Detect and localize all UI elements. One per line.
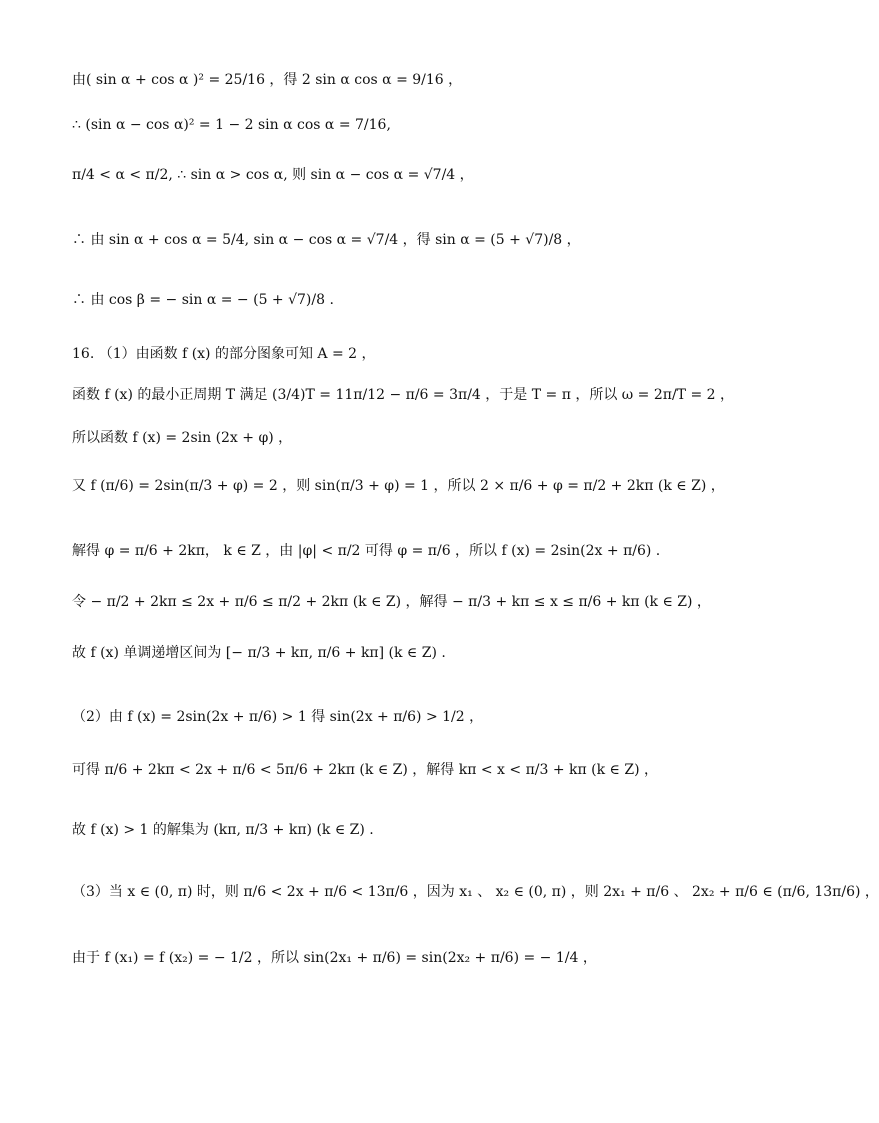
line-increasing-interval: 故 f (x) 单调递增区间为 [− π/3 + kπ, π/6 + kπ] (k ∈ Z) . — [72, 645, 446, 661]
line-difference-squared: ∴ (sin α − cos α)² = 1 − 2 sin α cos α = 7/16, — [72, 117, 391, 133]
line-alpha-range: π/4 < α < π/2, ∴ sin α > cos α, 则 sin α − cos α = √7/4 ， — [72, 167, 474, 183]
line-cos-beta: ∴ 由 cos β = − sin α = − (5 + √7)/8 . — [72, 292, 334, 308]
line-solve-sin-alpha: ∴ 由 sin α + cos α = 5/4, sin α − cos α = √7/4 ，得 sin α = (5 + √7)/8 ， — [72, 232, 581, 248]
line-phase-condition: 又 f (π/6) = 2sin(π/3 + φ) = 2 ，则 sin(π/3 + φ) = 1 ，所以 2 × π/6 + φ = π/2 + 2kπ (k ∈ Z) ， — [72, 478, 725, 494]
line-part2-solution-set: 故 f (x) > 1 的解集为 (kπ, π/3 + kπ) (k ∈ Z) . — [72, 822, 374, 838]
line-function-form: 所以函数 f (x) = 2sin (2x + φ) ， — [72, 430, 293, 446]
line-phase-solved: 解得 φ = π/6 + 2kπ， k ∈ Z ，由 |φ| < π/2 可得 φ = π/6 ，所以 f (x) = 2sin(2x + π/6) . — [72, 543, 661, 559]
line-part3-equal-values: 由于 f (x₁) = f (x₂) = − 1/2 ，所以 sin(2x₁ + π/6) = sin(2x₂ + π/6) = − 1/4 ， — [72, 950, 597, 966]
line-increasing-inequality: 令 − π/2 + 2kπ ≤ 2x + π/6 ≤ π/2 + 2kπ (k ∈ Z) ，解得 − π/3 + kπ ≤ x ≤ π/6 + kπ (k ∈ Z) ， — [72, 594, 711, 610]
line-part2-solve: 可得 π/6 + 2kπ < 2x + π/6 < 5π/6 + 2kπ (k ∈ Z) ，解得 kπ < x < π/3 + kπ (k ∈ Z) ， — [72, 762, 659, 778]
line-part2-inequality: （2）由 f (x) = 2sin(2x + π/6) > 1 得 sin(2x + π/6) > 1/2 ， — [72, 709, 484, 725]
line-problem16-part1: 16. （1）由函数 f (x) 的部分图象可知 A = 2 ， — [72, 346, 376, 362]
line-period: 函数 f (x) 的最小正周期 T 满足 (3/4)T = 11π/12 − π/6 = 3π/4 ，于是 T = π ，所以 ω = 2π/T = 2 ， — [72, 387, 734, 403]
line-part3-range: （3）当 x ∈ (0, π) 时，则 π/6 < 2x + π/6 < 13π/6 ，因为 x₁ 、 x₂ ∈ (0, π) ，则 2x₁ + π/6 、 2x₂ + π/6 ∈ (π/6, 13π/6) ， — [72, 884, 879, 900]
line-sincos-squared: 由( sin α + cos α )² = 25/16 ，得 2 sin α cos α = 9/16 ， — [72, 72, 463, 88]
